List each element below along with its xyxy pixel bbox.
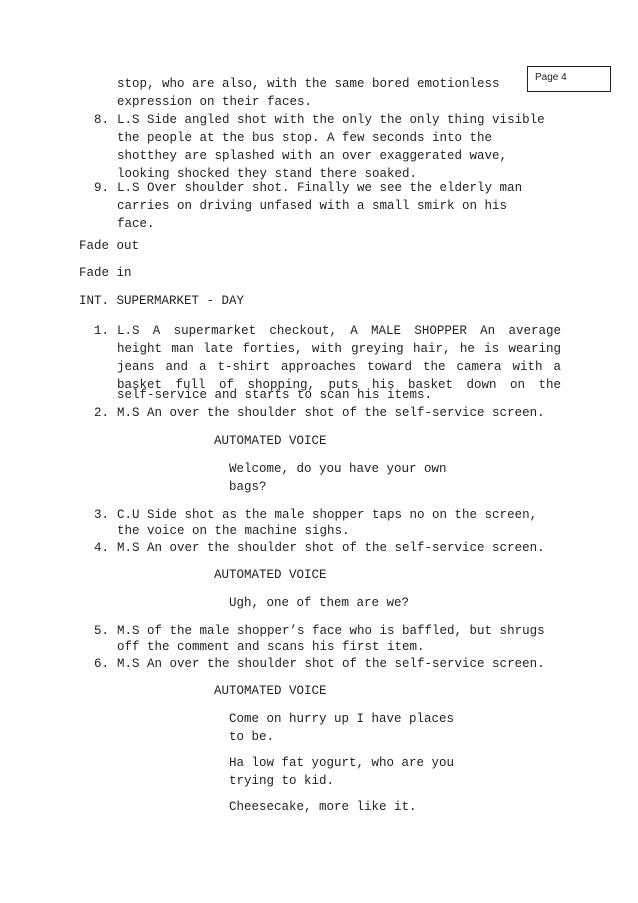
shot-number-6: 6. <box>93 657 109 671</box>
shot-number-3: 3. <box>93 508 109 522</box>
shot-number-5: 5. <box>93 624 109 638</box>
shot-1-line-1: L.S A supermarket checkout, A MALE SHOPPER An average <box>117 324 561 338</box>
continuation-line-2: expression on their faces. <box>117 95 313 109</box>
shot-1-line-2: height man late forties, with greying hair, he is wearing <box>117 342 561 356</box>
shot-number-2: 2. <box>93 406 109 420</box>
shot-8-line-1: L.S Side angled shot with the only the only thing visible <box>117 113 545 127</box>
shot-8-line-2: the people at the bus stop. A few seconds into the <box>117 131 493 145</box>
shot-3-line-2: the voice on the machine sighs. <box>117 524 350 538</box>
dialogue-1-line-1: Welcome, do you have your own <box>229 462 447 476</box>
character-name-1: AUTOMATED VOICE <box>214 434 327 448</box>
shot-number-8: 8. <box>93 113 109 127</box>
dialogue-3b-line-1: Ha low fat yogurt, who are you <box>229 756 455 770</box>
shot-8-line-4: looking shocked they stand there soaked. <box>117 167 418 181</box>
shot-9-line-2: carries on driving unfased with a small smirk on his <box>117 199 508 213</box>
scene-heading: INT. SUPERMARKET - DAY <box>79 294 245 308</box>
dialogue-2: Ugh, one of them are we? <box>229 596 410 610</box>
character-name-3: AUTOMATED VOICE <box>214 684 327 698</box>
dialogue-3a-line-1: Come on hurry up I have places <box>229 712 455 726</box>
dialogue-3c: Cheesecake, more like it. <box>229 800 417 814</box>
character-name-2: AUTOMATED VOICE <box>214 568 327 582</box>
dialogue-1-line-2: bags? <box>229 480 267 494</box>
shot-4-text: M.S An over the shoulder shot of the self-service screen. <box>117 541 545 555</box>
shot-1-text <box>117 322 561 394</box>
dialogue-3a-line-2: to be. <box>229 730 275 744</box>
continuation-line-1: stop, who are also, with the same bored emotionless <box>117 77 500 91</box>
shot-6-text: M.S An over the shoulder shot of the self-service screen. <box>117 657 545 671</box>
shot-1-line-4: basket full of shopping, puts his basket down on the <box>117 378 561 392</box>
shot-9-line-3: face. <box>117 217 155 231</box>
page-number-box <box>527 66 611 92</box>
page-number: Page 4 <box>535 72 567 83</box>
transition-fade-out: Fade out <box>79 239 140 253</box>
shot-5-line-2: off the comment and scans his first item. <box>117 640 425 654</box>
shot-number-9: 9. <box>93 181 109 195</box>
shot-number-4: 4. <box>93 541 109 555</box>
shot-5-line-1: M.S of the male shopper’s face who is baffled, but shrugs <box>117 624 545 638</box>
shot-number-1: 1. <box>93 324 109 338</box>
shot-8-line-3: shotthey are splashed with an over exaggerated wave, <box>117 149 508 163</box>
shot-3-line-1: C.U Side shot as the male shopper taps no on the screen, <box>117 508 538 522</box>
transition-fade-in: Fade in <box>79 266 132 280</box>
shot-9-line-1: L.S Over shoulder shot. Finally we see the elderly man <box>117 181 523 195</box>
shot-1-line-5: self-service and starts to scan his items. <box>117 388 433 402</box>
dialogue-3b-line-2: trying to kid. <box>229 774 335 788</box>
shot-2-text: M.S An over the shoulder shot of the self-service screen. <box>117 406 545 420</box>
shot-1-line-3: jeans and a t-shirt approaches toward the camera with a <box>117 360 561 374</box>
